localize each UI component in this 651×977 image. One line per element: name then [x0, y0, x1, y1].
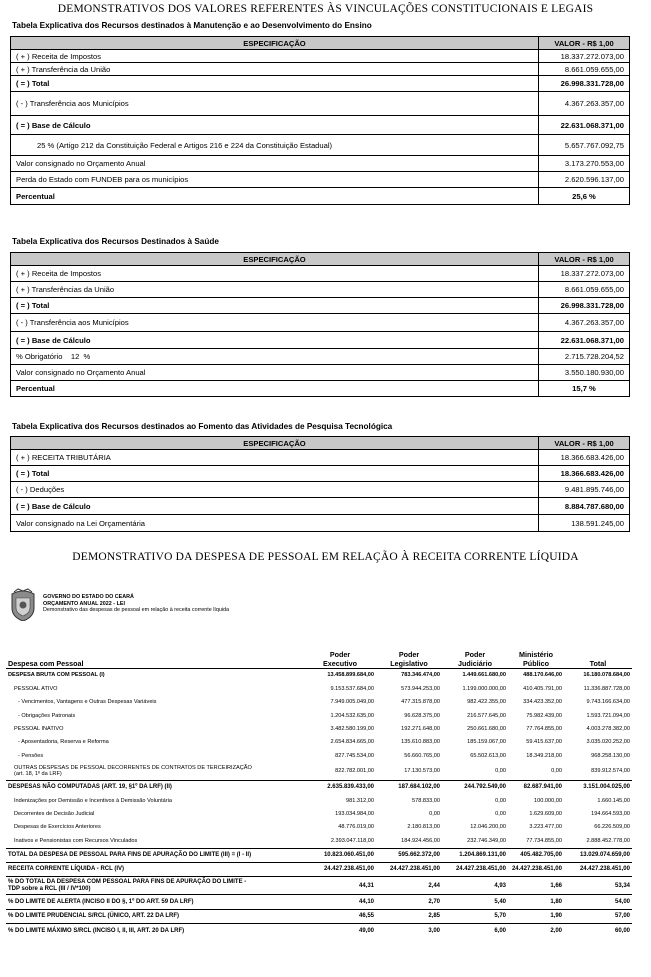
row-value: 18.366.683.426,00	[539, 466, 630, 482]
row-value: 48.776.019,00	[338, 824, 374, 831]
row-value: 77.764.855,00	[526, 725, 562, 732]
row-value: 53,34	[564, 877, 632, 895]
header-cell: Total	[589, 659, 607, 668]
header-cell: VALOR - R$ 1,00	[539, 437, 630, 450]
table-row	[6, 749, 632, 762]
row-label: DESPESA BRUTA COM PESSOAL (I)	[8, 672, 105, 679]
table-row	[6, 736, 632, 749]
row-value: 0,00	[495, 767, 506, 774]
row-value: 5,70	[442, 909, 508, 923]
table-row	[6, 682, 632, 695]
row-value: 187.684.102,00	[376, 780, 442, 794]
row-label: Valor consignado no Orçamento Anual	[11, 156, 539, 172]
row-value: 12.046.200,00	[470, 824, 506, 831]
row-value: 839.912.574,00	[591, 767, 630, 774]
row-value: 1,90	[508, 909, 564, 923]
row-label: ( - ) Deduções	[11, 482, 539, 498]
row-value: 334.423.352,00	[523, 699, 562, 706]
row-label: ( + ) Receita de Impostos	[11, 266, 539, 282]
row-value: 1.199.000.000,00	[462, 685, 506, 692]
row-value: 1.660.145,00	[597, 797, 630, 804]
row-value: 5.657.767.092,75	[539, 135, 630, 156]
table-row	[6, 808, 632, 821]
row-value: 477.315.878,00	[401, 699, 440, 706]
logo-line-3: Demonstrativo das despesas de pessoal em relação à receita corrente líquida	[43, 607, 230, 614]
saude-table	[10, 252, 630, 397]
pessoal-table	[6, 640, 632, 938]
logo-line-1: GOVERNO DO ESTADO DO CEARÁ	[43, 594, 134, 600]
row-value: 3.550.180.930,00	[539, 365, 630, 381]
row-value: 783.346.474,00	[401, 672, 440, 679]
row-value: 968.258.130,00	[591, 752, 630, 759]
row-label: % Obrigatório 12 %	[11, 349, 539, 365]
saude-title: Tabela Explicativa dos Recursos Destinados à Saúde	[12, 237, 219, 246]
row-value: 192.271.648,00	[401, 725, 440, 732]
row-value: 24.427.238.451,00	[442, 863, 508, 877]
row-label: ( + ) Transferência da União	[11, 63, 539, 76]
row-label: ( = ) Total	[11, 76, 539, 92]
row-value: 3.035.020.252,00	[586, 739, 630, 746]
row-value: 24.427.238.451,00	[508, 863, 564, 877]
pesquisa-section	[0, 422, 630, 532]
row-value: 193.034.984,00	[335, 810, 374, 817]
header-cell: Público	[523, 659, 549, 668]
row-value: 4.367.263.357,00	[539, 92, 630, 116]
header-cell: Poder	[329, 650, 351, 659]
row-value: 3,00	[376, 924, 442, 938]
row-value: 2.888.452.778,00	[586, 837, 630, 844]
row-value: 595.662.372,00	[376, 848, 442, 862]
row-value: 2.393.047.118,00	[330, 837, 374, 844]
row-value: 827.745.534,00	[335, 752, 374, 759]
row-label: ( + ) Receita de Impostos	[11, 50, 539, 63]
row-value: 981.312,00	[346, 797, 374, 804]
row-value: 216.577.645,00	[467, 712, 506, 719]
row-value: 18.349.218,00	[526, 752, 562, 759]
row-value: 578.833,00	[412, 797, 440, 804]
row-value: 0,00	[495, 810, 506, 817]
row-value: 10.823.060.451,00	[304, 848, 376, 862]
row-label: DESPESAS NÃO COMPUTADAS (ART. 19, §1º DA LRF) (II)	[6, 780, 304, 794]
row-value: 1.204.532.635,00	[330, 712, 374, 719]
table-row	[6, 669, 632, 683]
header-cell: Ministério	[519, 650, 553, 659]
row-value: 22.631.068.371,00	[539, 116, 630, 135]
row-value: 65.502.613,00	[470, 752, 506, 759]
row-value: 17.130.573,00	[404, 767, 440, 774]
pesquisa-table	[10, 436, 630, 532]
row-value: 44,10	[304, 895, 376, 909]
row-value: 573.944.253,00	[401, 685, 440, 692]
row-value: 0,00	[429, 810, 440, 817]
table-row	[6, 924, 632, 938]
row-value: 135.610.883,00	[401, 739, 440, 746]
row-value: 44,31	[304, 877, 376, 895]
row-label: PESSOAL ATIVO	[14, 685, 58, 692]
row-value: 11.336.887.728,00	[583, 685, 630, 692]
row-label: Percentual	[11, 381, 539, 397]
row-value: 4.003.278.382,00	[586, 725, 630, 732]
row-value: 232.746.349,00	[467, 837, 506, 844]
header-cell: Legislativo	[390, 659, 428, 668]
row-value: 1.204.869.131,00	[442, 848, 508, 862]
row-value: 250.661.680,00	[467, 725, 506, 732]
row-label: ( = ) Base de Cálculo	[11, 332, 539, 349]
header-cell: VALOR - R$ 1,00	[539, 37, 630, 50]
row-value: 26.998.331.728,00	[539, 76, 630, 92]
table-row	[6, 780, 632, 794]
row-value: 405.482.705,00	[508, 848, 564, 862]
row-value: 96.628.375,00	[404, 712, 440, 719]
row-label: - Vencimentos, Vantagens e Outras Despesas Variáveis	[18, 699, 157, 706]
row-value: 1.593.721.094,00	[586, 712, 630, 719]
row-value: 13.458.899.684,00	[327, 672, 374, 679]
row-value: 8.884.787.680,00	[539, 498, 630, 515]
row-value: 0,00	[495, 797, 506, 804]
row-value: 244.792.549,00	[442, 780, 508, 794]
row-value: 822.782.001,00	[335, 767, 374, 774]
row-value: 54,00	[564, 895, 632, 909]
table-row	[6, 895, 632, 909]
header-cell: ESPECIFICAÇÃO	[11, 437, 539, 450]
row-value: 24.427.238.451,00	[304, 863, 376, 877]
row-value: 18.337.272.073,00	[539, 50, 630, 63]
row-label: ( + ) Transferências da União	[11, 282, 539, 298]
row-label: Decorrentes de Decisão Judicial	[14, 810, 95, 817]
row-value: 24.427.238.451,00	[564, 863, 632, 877]
table-row	[6, 848, 632, 862]
row-label: TOTAL DA DESPESA DE PESSOAL PARA FINS DE APURAÇÃO DO LIMITE (III) = (I - II)	[6, 848, 304, 862]
logo-line-2: ORÇAMENTO ANUAL 2022 - LEI	[43, 600, 125, 607]
row-value: 2.654.834.665,00	[330, 739, 374, 746]
row-value: 2,44	[376, 877, 442, 895]
row-label: % DO LIMITE DE ALERTA (INCISO II DO §, 1º DO ART. 59 DA LRF)	[6, 895, 304, 909]
row-value: 60,00	[564, 924, 632, 938]
row-label: OUTRAS DESPESAS DE PESSOAL DECORRENTES DE CONTRATOS DE TERCEIRIZAÇÃO (art. 18, 1º da LRF)	[14, 764, 252, 778]
row-value: 46,55	[304, 909, 376, 923]
row-label: RECEITA CORRENTE LÍQUIDA - RCL (IV)	[6, 863, 304, 877]
header-cell: ESPECIFICAÇÃO	[11, 253, 539, 266]
table-row	[6, 794, 632, 807]
row-value: 410.405.791,00	[523, 685, 562, 692]
header-cell: ESPECIFICAÇÃO	[11, 37, 539, 50]
row-value: 5,40	[442, 895, 508, 909]
row-value: 9.153.537.684,00	[330, 685, 374, 692]
row-label: Despesas de Exercícios Anteriores	[14, 824, 101, 831]
header-cell: Judiciário	[458, 659, 492, 668]
row-value: 18.366.683.426,00	[539, 450, 630, 466]
row-value: 194.664.593,00	[591, 810, 630, 817]
row-label: % DO LIMITE PRUDENCIAL S/RCL (ÚNICO, ART. 22 DA LRF)	[6, 909, 304, 923]
row-value: 3.223.477,00	[529, 824, 562, 831]
row-value: 59.415.637,00	[526, 739, 562, 746]
row-value: 488.170.646,00	[523, 672, 562, 679]
pessoal-header-row	[6, 640, 632, 669]
row-value: 16.180.078.684,00	[583, 672, 630, 679]
row-value: 1,80	[508, 895, 564, 909]
row-label: - Obrigações Patronais	[18, 712, 76, 719]
row-value: 3.482.580.199,00	[330, 725, 374, 732]
row-value: 7.949.005.049,00	[330, 699, 374, 706]
row-value: 1,66	[508, 877, 564, 895]
header-cell: VALOR - R$ 1,00	[539, 253, 630, 266]
row-value: 56.660.765,00	[404, 752, 440, 759]
row-label: ( - ) Transferência aos Municípios	[11, 314, 539, 332]
row-value: 4,93	[442, 877, 508, 895]
row-value: 2.715.728.204,52	[539, 349, 630, 365]
header-cell: Executivo	[323, 659, 357, 668]
ensino-title: Tabela Explicativa dos Recursos destinados à Manutenção e ao Desenvolvimento do Ensino	[12, 21, 372, 30]
row-label: ( + ) RECEITA TRIBUTÁRIA	[11, 450, 539, 466]
row-value: 2,70	[376, 895, 442, 909]
row-value: 3.151.004.025,00	[564, 780, 632, 794]
row-label: ( = ) Base de Cálculo	[11, 116, 539, 135]
ensino-section	[0, 21, 630, 205]
row-label: - Pensões	[18, 752, 44, 759]
row-label: ( = ) Total	[11, 466, 539, 482]
table-row	[6, 821, 632, 834]
row-value: 18.337.272.073,00	[539, 266, 630, 282]
row-value: 185.159.067,00	[467, 739, 506, 746]
table-row	[6, 696, 632, 709]
row-value: 75.982.439,00	[526, 712, 562, 719]
row-value: 82.687.941,00	[508, 780, 564, 794]
state-crest-icon	[10, 588, 36, 621]
row-value: 9.743.166.634,00	[586, 699, 630, 706]
pesquisa-title: Tabela Explicativa dos Recursos destinados ao Fomento das Atividades de Pesquisa Tecnológica	[12, 422, 393, 431]
table-row	[6, 863, 632, 877]
table-row	[6, 834, 632, 848]
row-value: 100.000,00	[534, 797, 562, 804]
ensino-table	[10, 36, 630, 205]
saude-section	[0, 237, 630, 397]
main-title: DEMONSTRATIVOS DOS VALORES REFERENTES ÀS VINCULAÇÕES CONSTITUCIONAIS E LEGAIS	[57, 3, 594, 15]
row-value: 9.481.895.746,00	[539, 482, 630, 498]
row-value: 2,85	[376, 909, 442, 923]
row-label: - Aposentadoria, Reserva e Reforma	[18, 739, 109, 746]
table-row	[6, 763, 632, 781]
second-title: DEMONSTRATIVO DA DESPESA DE PESSOAL EM RELAÇÃO À RECEITA CORRENTE LÍQUIDA	[72, 551, 579, 563]
row-value: 2.180.813,00	[407, 824, 440, 831]
row-label: Inativos e Pensionistas com Recursos Vinculados	[14, 837, 138, 844]
row-label: Indenizações por Demissão e Incentivos à Demissão Voluntária	[14, 797, 172, 804]
row-value: 25,6 %	[539, 188, 630, 205]
row-value: 66.226.509,00	[594, 824, 630, 831]
row-label: Valor consignado no Orçamento Anual	[11, 365, 539, 381]
table-row	[6, 877, 632, 895]
header-cell: Poder	[464, 650, 486, 659]
table-row	[6, 723, 632, 736]
row-label: % DO TOTAL DA DESPESA COM PESSOAL PARA FINS DE APURAÇÃO DO LIMITE - TDP sobre a RCL (III / IV*100)	[6, 877, 304, 895]
row-value: 77.734.855,00	[526, 837, 562, 844]
row-value: 982.422.355,00	[467, 699, 506, 706]
row-value: 2,00	[508, 924, 564, 938]
row-value: 26.998.331.728,00	[539, 298, 630, 314]
row-label: ( = ) Total	[11, 298, 539, 314]
row-value: 24.427.238.451,00	[376, 863, 442, 877]
row-value: 0,00	[551, 767, 562, 774]
row-label: Perda do Estado com FUNDEB para os municípios	[11, 172, 539, 188]
row-value: 2.635.839.433,00	[304, 780, 376, 794]
row-value: 22.631.068.371,00	[539, 332, 630, 349]
row-value: 57,00	[564, 909, 632, 923]
row-value: 49,00	[304, 924, 376, 938]
row-label: % DO LIMITE MÁXIMO S/RCL (INCISO I, II, III, ART. 20 DA LRF)	[6, 924, 304, 938]
row-value: 15,7 %	[539, 381, 630, 397]
row-value: 1.449.661.680,00	[462, 672, 506, 679]
table-row	[6, 909, 632, 923]
row-value: 1.629.609,00	[529, 810, 562, 817]
row-label: ( = ) Base de Cálculo	[11, 498, 539, 515]
header-cell: Poder	[398, 650, 420, 659]
row-value: 4.367.263.357,00	[539, 314, 630, 332]
row-value: 3.173.270.553,00	[539, 156, 630, 172]
row-value: 13.029.074.659,00	[564, 848, 632, 862]
row-label: PESSOAL INATIVO	[14, 725, 64, 732]
table-row	[6, 709, 632, 722]
row-label: Valor consignado na Lei Orçamentária	[11, 515, 539, 532]
row-value: 138.591.245,00	[539, 515, 630, 532]
row-value: 8.661.059.655,00	[539, 63, 630, 76]
row-value: 184.924.456,00	[401, 837, 440, 844]
row-value: 2.620.596.137,00	[539, 172, 630, 188]
row-value: 8.661.059.655,00	[539, 282, 630, 298]
row-label: ( - ) Transferência aos Municípios	[11, 92, 539, 116]
header-label: Despesa com Pessoal	[8, 659, 84, 668]
row-label: Percentual	[11, 188, 539, 205]
row-value: 6,00	[442, 924, 508, 938]
row-label: 25 % (Artigo 212 da Constituição Federal e Artigos 216 e 224 da Constituição Estadual)	[11, 135, 539, 156]
